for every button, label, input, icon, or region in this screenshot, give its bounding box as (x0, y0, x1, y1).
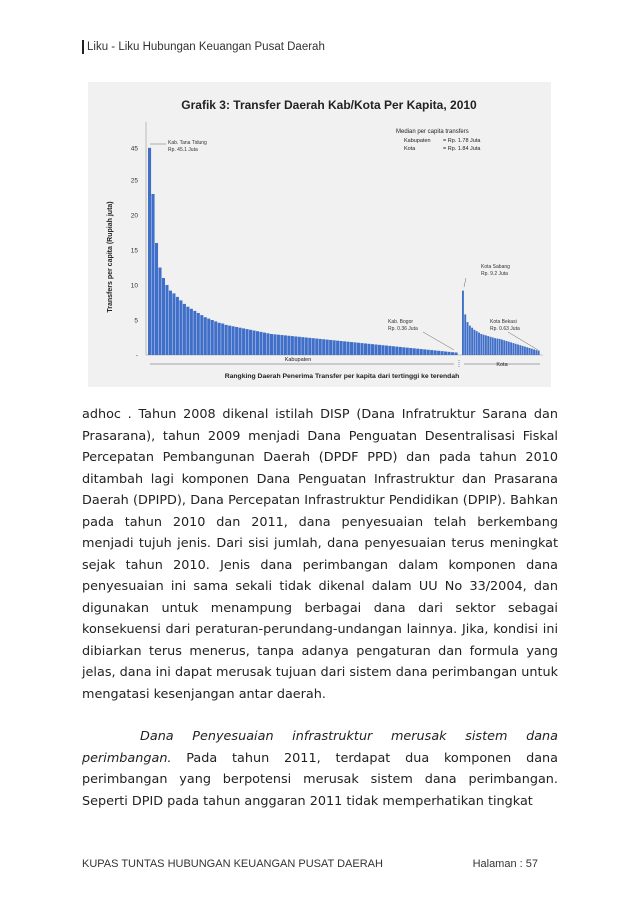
kota-bar (503, 340, 505, 355)
y-tick-label: 5 (134, 317, 138, 325)
kabupaten-bar (305, 338, 308, 356)
kabupaten-bar (176, 297, 179, 355)
kabupaten-bar (423, 349, 426, 355)
kabupaten-bar (246, 329, 249, 355)
kabupaten-bar (340, 341, 343, 355)
kabupaten-bar (232, 326, 235, 355)
kabupaten-bar (343, 341, 346, 355)
group-label-kota: Kota (496, 362, 508, 368)
paragraph-1: adhoc . Tahun 2008 dikenal istilah DISP (Dana Infratruktur Sarana dan Prasarana), tahun 2009 menjadi Dana Penguatan Desentralisasi Fiskal Percepatan Pembangunan Daerah (DPDF PPD) dan pada tahun 2010 ditambah lagi komponen Dana Penguatan Infrastruktur dan Prasarana Daerah (DPIPD), Dana Percepatan Infrastruktur Pendidikan (DPIP). Bahkan pada tahun 2010 dan 2011, dana penyesuaian telah berkembang menjadi tujuh jenis. Dari sisi jumlah, dana penyesuaian terus meningkat sejak tahun 2010. Jenis dana perimbangan dalam komponen dana penyesuaian ini sama sekali tidak dikenal dalam UU No 33/2004, dan digunakan untuk menampung berbagai dana dari sektor sebagai konsekuensi dari peraturan-perundang-undangan lainnya. Jika, kondisi ini dibiarkan terus menerus, tanpa adanya pengaturan dan formula yang jelas, dana ini dapat merusak tujuan dari sistem dana perimbangan untuk mengatasi kesenjangan antar daerah. (82, 407, 558, 702)
annotation-pointer (423, 332, 454, 350)
kabupaten-bar (381, 345, 384, 355)
kabupaten-bar (448, 352, 451, 355)
kabupaten-bar (249, 330, 252, 355)
kabupaten-bar (357, 343, 360, 355)
kota-bar (467, 322, 469, 355)
kabupaten-bar (221, 324, 224, 356)
kabupaten-bar (214, 321, 217, 355)
kabupaten-bar (319, 339, 322, 355)
kota-bar (462, 291, 464, 355)
kota-bar (512, 343, 514, 355)
annotation-text: Kab. Bogor (388, 319, 414, 325)
kabupaten-bar (235, 327, 238, 355)
kabupaten-bar (399, 347, 402, 355)
kabupaten-bar (207, 319, 210, 355)
kabupaten-bar (360, 343, 363, 355)
body-text (82, 404, 558, 812)
annotation-text: Rp. 0.63 Juta (490, 326, 520, 332)
group-labels (150, 357, 540, 368)
kabupaten-bar (444, 352, 447, 356)
kabupaten-bar (298, 337, 301, 355)
kabupaten-bar (364, 343, 367, 355)
kota-bar (522, 346, 524, 355)
paragraph-2-italic: Dana Penyesuaian infrastruktur merusak sistem dana perimbangan. (82, 729, 558, 766)
page-number: Halaman : 57 (472, 858, 538, 870)
median-row-label: Kota (404, 146, 416, 152)
kabupaten-bar (312, 338, 315, 355)
kabupaten-bar (280, 335, 283, 355)
kabupaten-bar (367, 344, 370, 355)
kabupaten-bar (172, 293, 175, 355)
y-tick-label: 45 (130, 145, 138, 153)
kabupaten-bar (354, 342, 357, 355)
kabupaten-bar (277, 335, 280, 355)
kabupaten-bar (291, 336, 294, 355)
kabupaten-bar (263, 333, 266, 355)
kabupaten-bar (259, 332, 262, 355)
kota-bar (506, 341, 508, 355)
kota-bar (492, 338, 494, 356)
annotation-pointer (464, 278, 466, 287)
kabupaten-bar (270, 334, 273, 355)
kabupaten-bar (378, 345, 381, 355)
kabupaten-bar (183, 304, 186, 355)
paragraph-2 (82, 726, 558, 812)
kabupaten-bar (395, 347, 398, 355)
kabupaten-bar (186, 307, 189, 355)
annotation-text: Kota Bekasi (490, 319, 517, 325)
kabupaten-bar (416, 349, 419, 355)
median-box (396, 129, 481, 152)
kabupaten-bar (347, 342, 350, 355)
median-row-label: Kabupaten (404, 138, 431, 144)
kota-bar (526, 347, 528, 355)
kabupaten-bar (225, 325, 228, 355)
annotation-text: Rp. 9.2 Juta (481, 271, 508, 277)
kabupaten-bar (326, 340, 329, 355)
kabupaten-bar (434, 350, 437, 355)
y-tick-label: 20 (130, 212, 138, 220)
kabupaten-bar (179, 300, 182, 355)
kota-bar (490, 337, 492, 355)
kota-bar (483, 335, 485, 355)
kota-bar (515, 344, 517, 355)
kota-bar (519, 345, 521, 355)
kota-bar (533, 349, 535, 355)
bars (148, 148, 540, 355)
chart-svg (88, 82, 551, 387)
kota-bar (473, 330, 475, 355)
kabupaten-bar (322, 339, 325, 355)
kota-bar (529, 348, 531, 355)
y-tick-label: 15 (130, 247, 138, 255)
kabupaten-bar (287, 336, 290, 355)
kota-bar (471, 328, 473, 355)
chart-title: Grafik 3: Transfer Daerah Kab/Kota Per Kapita, 2010 (181, 98, 477, 112)
kabupaten-bar (406, 348, 409, 355)
kabupaten-bar (155, 243, 158, 355)
kabupaten-bar (228, 326, 231, 355)
kabupaten-bar (333, 340, 336, 355)
kabupaten-bar (239, 328, 242, 355)
figure-transfer-chart (88, 82, 551, 387)
kabupaten-bar (256, 331, 259, 355)
kabupaten-bar (329, 340, 332, 355)
kabupaten-bar (427, 350, 430, 355)
kabupaten-bar (315, 339, 318, 355)
kabupaten-bar (430, 350, 433, 355)
kabupaten-bar (193, 311, 196, 355)
running-footer (82, 858, 538, 870)
kota-bar (535, 350, 537, 355)
kota-bar (531, 349, 533, 355)
kabupaten-bar (294, 336, 297, 355)
kabupaten-bar (374, 345, 377, 356)
paragraph-2-rest: Pada tahun 2011, terdapat dua komponen dana perimbangan yang berpotensi merusak sistem dana perimbangan. Seperti DPID pada tahun anggaran 2011 tidak memperhatikan tingkat (82, 750, 558, 809)
kabupaten-bar (437, 351, 440, 355)
median-row-value: = Rp. 1.84 Juta (443, 146, 481, 152)
annotation-text: Kab. Tana Tidung (168, 140, 207, 146)
kabupaten-bar (197, 313, 200, 355)
kabupaten-bar (151, 194, 154, 355)
footer-title: KUPAS TUNTAS HUBUNGAN KEUANGAN PUSAT DAERAH (82, 858, 383, 870)
kota-bar (485, 335, 487, 355)
annotation-text: Kota Sabang (481, 264, 510, 270)
kabupaten-bar (200, 315, 203, 355)
annotation-text: Rp. 0.36 Juta (388, 326, 418, 332)
kabupaten-bar (350, 342, 353, 355)
kota-bar (508, 342, 510, 355)
kabupaten-bar (388, 346, 391, 355)
median-heading: Median per capita transfers (396, 129, 469, 135)
kota-bar (494, 338, 496, 355)
kota-bar (524, 347, 526, 355)
kabupaten-bar (158, 268, 161, 356)
median-row-value: = Rp. 1.78 Juta (443, 138, 481, 144)
kabupaten-bar (169, 291, 172, 355)
kota-bar (538, 351, 540, 355)
y-tick-label: - (135, 352, 138, 360)
kota-bar (517, 345, 519, 356)
kota-bar (501, 340, 503, 355)
kabupaten-bar (455, 352, 458, 355)
kabupaten-bar (204, 317, 207, 355)
kota-bar (510, 342, 512, 355)
kabupaten-bar (211, 320, 214, 355)
kabupaten-bar (308, 338, 311, 355)
kota-bar (469, 326, 471, 355)
kabupaten-bar (402, 347, 405, 355)
kabupaten-bar (190, 309, 193, 355)
kabupaten-bar (165, 285, 168, 355)
kota-bar (476, 331, 478, 355)
kabupaten-bar (148, 148, 151, 355)
kabupaten-bar (420, 349, 423, 355)
running-header: Liku - Liku Hubungan Keuangan Pusat Daerah (82, 40, 325, 54)
kabupaten-bar (218, 323, 221, 355)
group-label-kabupaten: Kabupaten (284, 357, 312, 363)
kabupaten-bar (162, 278, 165, 355)
kabupaten-bar (266, 333, 269, 355)
annotation-text: Rp. 45.1 Juta (168, 147, 198, 153)
annotations (150, 140, 538, 350)
kabupaten-bar (392, 346, 395, 355)
kabupaten-bar (451, 352, 454, 355)
y-tick-label: 25 (130, 177, 138, 185)
kabupaten-bar (385, 346, 388, 355)
y-tick-label: 10 (130, 282, 138, 290)
kabupaten-bar (242, 328, 245, 355)
kota-bar (464, 314, 466, 355)
kota-bar (487, 336, 489, 355)
kota-bar (480, 334, 482, 355)
y-axis-label: Transfers per capita (Rupiah juta) (107, 201, 114, 313)
kabupaten-bar (301, 337, 304, 355)
y-axis-label-group (107, 201, 114, 312)
kota-bar (478, 333, 480, 355)
kabupaten-bar (409, 348, 412, 355)
kabupaten-bar (413, 348, 416, 355)
kabupaten-bar (441, 351, 444, 355)
x-axis-label: Rangking Daerah Penerima Transfer per kapita dari tertinggi ke terendah (224, 373, 460, 380)
kabupaten-bar (273, 334, 276, 355)
kabupaten-bar (284, 335, 287, 355)
kota-bar (499, 339, 501, 355)
kabupaten-bar (371, 344, 374, 355)
kabupaten-bar (336, 341, 339, 355)
kota-bar (496, 339, 498, 355)
kabupaten-bar (252, 331, 255, 356)
